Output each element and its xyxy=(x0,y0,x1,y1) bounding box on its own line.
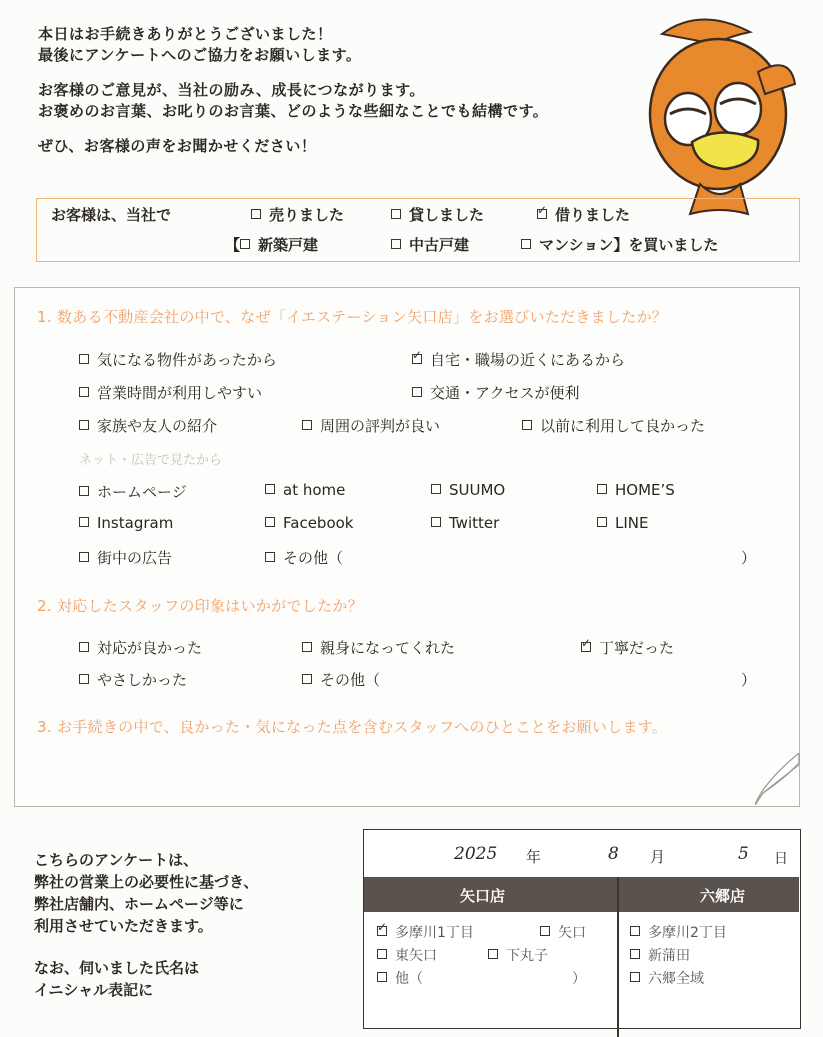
question-1-title: 1. 数ある不動産会社の中で、なぜ「イエステーション矢口店」をお選びいただきましたか？ xyxy=(37,308,668,326)
checkbox-icon[interactable] xyxy=(265,552,275,562)
checked-checkbox-icon[interactable] xyxy=(537,209,547,219)
year-label: 年 xyxy=(526,848,542,866)
page-curl-icon xyxy=(755,753,801,805)
checkbox-lent[interactable]: 貸しました xyxy=(391,204,484,225)
checkbox-icon[interactable] xyxy=(302,642,312,652)
question-3-title: 3. お手続きの中で、良かった・気になった点を含むスタッフへのひとことをお願いします。 xyxy=(37,718,668,736)
intro-line: 最後にアンケートへのご協力をお願いします。 xyxy=(38,46,362,64)
checkbox-used-house[interactable]: 中古戸建 xyxy=(391,234,469,255)
checkbox-icon[interactable] xyxy=(79,674,89,684)
q3-answer-area[interactable] xyxy=(37,743,767,798)
checkbox-icon[interactable] xyxy=(630,926,640,936)
q1-net-option[interactable]: 街中の広告 xyxy=(79,547,172,568)
checkbox-icon[interactable] xyxy=(251,209,261,219)
checkbox-icon[interactable] xyxy=(391,209,401,219)
area-option[interactable]: 矢口 xyxy=(540,922,586,942)
q1-option[interactable]: ✓ 自宅・職場の近くにあるから xyxy=(412,349,625,370)
checkbox-sold[interactable]: 売りました xyxy=(251,204,344,225)
area-option[interactable]: 多摩川2丁目 xyxy=(630,922,727,942)
checkbox-icon[interactable] xyxy=(522,420,532,430)
checkbox-icon[interactable] xyxy=(630,972,640,982)
q2-option[interactable]: 親身になってくれた xyxy=(302,637,455,658)
checkbox-icon[interactable] xyxy=(79,387,89,397)
checked-checkbox-icon[interactable] xyxy=(377,926,387,936)
intro-line: 本日はお手続きありがとうございました！ xyxy=(38,25,333,43)
month-value[interactable]: 8 xyxy=(608,844,619,864)
day-label: 日 xyxy=(774,851,788,867)
intro-line: お客様のご意見が、当社の励み、成長につながります。 xyxy=(38,81,425,99)
area-other-close: ） xyxy=(572,971,586,987)
checkbox-icon[interactable] xyxy=(377,972,387,982)
store-right-name: 六郷店 xyxy=(700,887,746,905)
checkbox-icon[interactable] xyxy=(488,949,498,959)
checkbox-icon[interactable] xyxy=(391,239,401,249)
q1-other-option[interactable]: その他（ xyxy=(265,547,343,568)
q2-option[interactable]: ✓ 丁寧だった xyxy=(581,637,674,658)
checkbox-icon[interactable] xyxy=(79,354,89,364)
checkbox-icon[interactable] xyxy=(540,926,550,936)
checkbox-rented[interactable]: ✓ 借りました xyxy=(537,204,630,225)
checkbox-icon[interactable] xyxy=(79,420,89,430)
q2-other-option[interactable]: その他（ xyxy=(302,669,380,690)
checked-checkbox-icon[interactable] xyxy=(412,354,422,364)
q1-option[interactable]: 家族や友人の紹介 xyxy=(79,415,217,436)
intro-line: ぜひ、お客様の声をお聞かせください！ xyxy=(38,137,317,155)
checkbox-icon[interactable] xyxy=(431,517,441,527)
q1-option[interactable]: 周囲の評判が良い xyxy=(302,415,440,436)
store-left-name: 矢口店 xyxy=(460,887,506,905)
q1-net-option[interactable]: Instagram xyxy=(79,514,173,532)
store-divider xyxy=(617,877,619,1037)
checkbox-icon[interactable] xyxy=(265,484,275,494)
usage-notice xyxy=(34,849,258,1001)
area-option[interactable]: 東矢口 xyxy=(377,945,437,965)
month-label: 月 xyxy=(650,848,666,866)
area-option[interactable]: 下丸子 xyxy=(488,945,548,965)
transaction-type-box xyxy=(36,198,800,262)
checkbox-icon[interactable] xyxy=(630,949,640,959)
checkbox-mansion[interactable]: マンション】を買いました xyxy=(521,234,718,255)
q1-other-close: ） xyxy=(741,549,757,567)
checkbox-icon[interactable] xyxy=(597,484,607,494)
intro-text xyxy=(38,24,548,157)
checkbox-icon[interactable] xyxy=(240,239,250,249)
q1-net-option[interactable]: Twitter xyxy=(431,514,499,532)
checkbox-icon[interactable] xyxy=(377,949,387,959)
checkbox-icon[interactable] xyxy=(265,517,275,527)
q1-net-option[interactable]: HOME’S xyxy=(597,481,675,499)
checkbox-icon[interactable] xyxy=(302,420,312,430)
q1-net-option[interactable]: LINE xyxy=(597,514,648,532)
q1-net-option[interactable]: Facebook xyxy=(265,514,353,532)
survey-box xyxy=(14,287,800,807)
area-option[interactable]: 新蒲田 xyxy=(630,945,690,965)
q1-net-option[interactable]: SUUMO xyxy=(431,481,505,499)
checked-checkbox-icon[interactable] xyxy=(581,642,591,652)
checkbox-icon[interactable] xyxy=(79,552,89,562)
checkbox-icon[interactable] xyxy=(79,486,89,496)
date-store-box xyxy=(363,829,801,1029)
mascot-fish-illustration xyxy=(640,14,800,224)
notice-line: 弊社の営業上の必要性に基づき、 xyxy=(34,873,259,891)
checkbox-icon[interactable] xyxy=(431,484,441,494)
q1-option[interactable]: 営業時間が利用しやすい xyxy=(79,382,262,403)
area-other-option[interactable]: 他（ xyxy=(377,968,423,988)
q1-net-option[interactable]: at home xyxy=(265,481,345,499)
checkbox-icon[interactable] xyxy=(79,642,89,652)
q1-net-option[interactable]: ホームページ xyxy=(79,481,187,502)
transaction-prefix: お客様は、当社で xyxy=(51,206,172,224)
checkbox-icon[interactable] xyxy=(597,517,607,527)
store-header-bar xyxy=(364,877,799,912)
day-value[interactable]: 5 xyxy=(738,844,749,864)
checkbox-icon[interactable] xyxy=(521,239,531,249)
checkbox-icon[interactable] xyxy=(302,674,312,684)
q2-option[interactable]: 対応が良かった xyxy=(79,637,202,658)
area-option[interactable]: ✓多摩川1丁目 xyxy=(377,922,474,942)
area-option[interactable]: 六郷全域 xyxy=(630,968,704,988)
intro-line: お褒めのお言葉、お叱りのお言葉、どのような些細なことでも結構です。 xyxy=(38,102,549,120)
notice-line: 利用させていただきます。 xyxy=(34,917,213,935)
q2-other-close: ） xyxy=(741,671,757,689)
q2-option[interactable]: やさしかった xyxy=(79,669,187,690)
notice-line: イニシャル表記に xyxy=(34,981,154,999)
q1-option[interactable]: 交通・アクセスが便利 xyxy=(412,382,580,403)
checkbox-icon[interactable] xyxy=(79,517,89,527)
q1-option[interactable]: 以前に利用して良かった xyxy=(522,415,705,436)
checkbox-new-house[interactable]: 【 新築戸建 xyxy=(225,236,319,254)
year-value[interactable]: 2025 xyxy=(454,844,498,864)
notice-line: なお、伺いました氏名は xyxy=(34,959,200,977)
checkbox-icon[interactable] xyxy=(412,387,422,397)
net-ad-label: ネット・広告で見たから xyxy=(79,453,223,468)
question-2-title: 2. 対応したスタッフの印象はいかがでしたか？ xyxy=(37,597,363,615)
notice-line: こちらのアンケートは、 xyxy=(34,851,199,869)
notice-line: 弊社店舗内、ホームページ等に xyxy=(34,895,244,913)
q1-option[interactable]: 気になる物件があったから xyxy=(79,349,277,370)
